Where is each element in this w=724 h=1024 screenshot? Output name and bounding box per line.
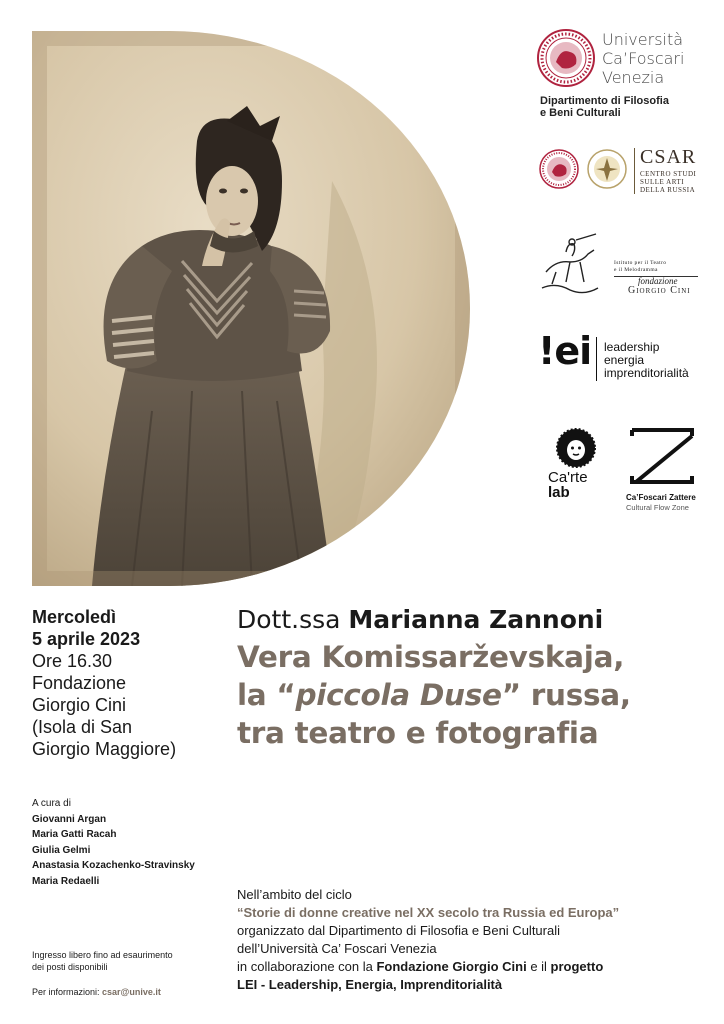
contact-email-link[interactable]: csar@unive.it [102, 987, 161, 997]
entry-note-line: dei posti disponibili [32, 961, 108, 972]
curators-label: A cura di [32, 798, 71, 809]
collab-text: e il [526, 959, 551, 974]
talk-title-part: ” russa, [501, 678, 631, 712]
lei-text [604, 341, 689, 380]
carte-lab-logo [548, 428, 608, 510]
cycle-project: LEI - Leadership, Energia, Imprenditorialità [237, 977, 503, 992]
unive-name-line: Ca’Foscari [602, 49, 685, 68]
cycle-intro: Nell’ambito del ciclo [237, 887, 352, 902]
talk-title-line [237, 676, 707, 714]
divider [634, 148, 635, 194]
cycle-info [237, 886, 707, 994]
event-venue-line: Giorgio Maggiore) [32, 739, 177, 759]
unive-name [602, 30, 684, 87]
divider [596, 337, 597, 381]
carte-line: lab [548, 484, 570, 501]
cini-institute-line: Istituto per il Teatro [614, 260, 667, 266]
talk-title-line: tra teatro e fotografia [237, 716, 599, 750]
event-venue-line: Fondazione [32, 673, 127, 693]
event-day: Mercoledì [32, 607, 117, 627]
event-time: Ore 16.30 [32, 651, 113, 671]
cini-fondazione: fondazione [638, 276, 678, 286]
curator-name: Maria Redaelli [32, 875, 100, 887]
cycle-collaboration [237, 958, 707, 976]
cini-logo [534, 232, 724, 300]
saint-george-icon [536, 232, 604, 298]
collab-text: in collaborazione con la [237, 959, 377, 974]
lion-badge-icon [556, 428, 596, 468]
cini-name: Giorgio Cini [628, 285, 691, 296]
csar-subtitle-line: CENTRO STUDI [640, 170, 697, 178]
lei-line: imprenditorialità [604, 366, 689, 380]
contact-label: Per informazioni: [32, 987, 103, 997]
speaker [237, 603, 707, 637]
cycle-university: dell’Università Ca’ Foscari Venezia [237, 941, 437, 956]
unive-name-line: Venezia [602, 68, 665, 87]
curators [32, 796, 232, 889]
carte-text [548, 470, 588, 500]
event-venue-line: Giorgio Cini [32, 695, 127, 715]
unive-department-line: e Beni Culturali [540, 107, 621, 119]
talk-title [237, 638, 707, 752]
portrait-photo [32, 31, 470, 586]
event-date: 5 aprile 2023 [32, 629, 141, 649]
unive-seal-icon [538, 148, 580, 190]
zattere-subtitle: Cultural Flow Zone [626, 503, 689, 512]
unive-department-line: Dipartimento di Filosofia [540, 95, 669, 107]
cycle-name: “Storie di donne creative nel XX secolo tra Russia ed Europa” [237, 905, 620, 920]
z-mark-icon [630, 428, 694, 484]
curator-name: Anastasia Kozachenko-Stravinsky [32, 860, 195, 871]
collab-partner: Fondazione Giorgio Cini [376, 959, 527, 974]
unive-seal-icon [536, 28, 596, 88]
event-venue-line: (Isola di San [32, 717, 133, 737]
zattere-logo [626, 426, 724, 516]
unive-logo [534, 28, 724, 118]
vintage-portrait-photo [32, 31, 470, 586]
cycle-organizer: organizzato dal Dipartimento di Filosofia e Beni Culturali [237, 923, 560, 938]
curator-name: Maria Gatti Racah [32, 829, 117, 840]
csar-subtitle [640, 170, 696, 194]
emblem-icon [586, 148, 628, 190]
unive-department [540, 95, 720, 119]
lei-line: energia [604, 353, 645, 367]
csar-logo [534, 146, 724, 198]
talk-block [237, 603, 707, 752]
csar-subtitle-line: DELLA RUSSIA [640, 186, 696, 194]
footer-info [32, 950, 232, 999]
talk-title-part: la “ [237, 678, 296, 712]
cini-institute-line: e il Melodramma [614, 267, 658, 273]
contact-line [32, 987, 232, 999]
speaker-name: Marianna Zannoni [348, 605, 604, 634]
curator-name: Giulia Gelmi [32, 844, 91, 856]
csar-subtitle-line: SULLE ARTI [640, 178, 685, 186]
csar-title: CSAR [640, 146, 697, 168]
zattere-name: Ca’Foscari Zattere [626, 493, 696, 502]
lei-mark: !ei [538, 329, 592, 373]
talk-title-line: Vera Komissarževskaja, [237, 640, 625, 674]
lei-line: leadership [604, 340, 660, 354]
speaker-title: Dott.ssa [237, 605, 349, 634]
cini-institute [614, 260, 666, 274]
unive-name-line: Università [602, 30, 684, 49]
lei-logo [538, 329, 724, 385]
talk-title-italic: piccola Duse [295, 678, 502, 712]
collab-project-label: progetto [550, 959, 604, 974]
carte-line: Ca'rte [548, 469, 588, 486]
entry-note-line: Ingresso libero fino ad esaurimento [32, 950, 173, 960]
event-details [32, 606, 232, 760]
partner-logos [530, 0, 724, 600]
curator-name: Giovanni Argan [32, 813, 107, 825]
